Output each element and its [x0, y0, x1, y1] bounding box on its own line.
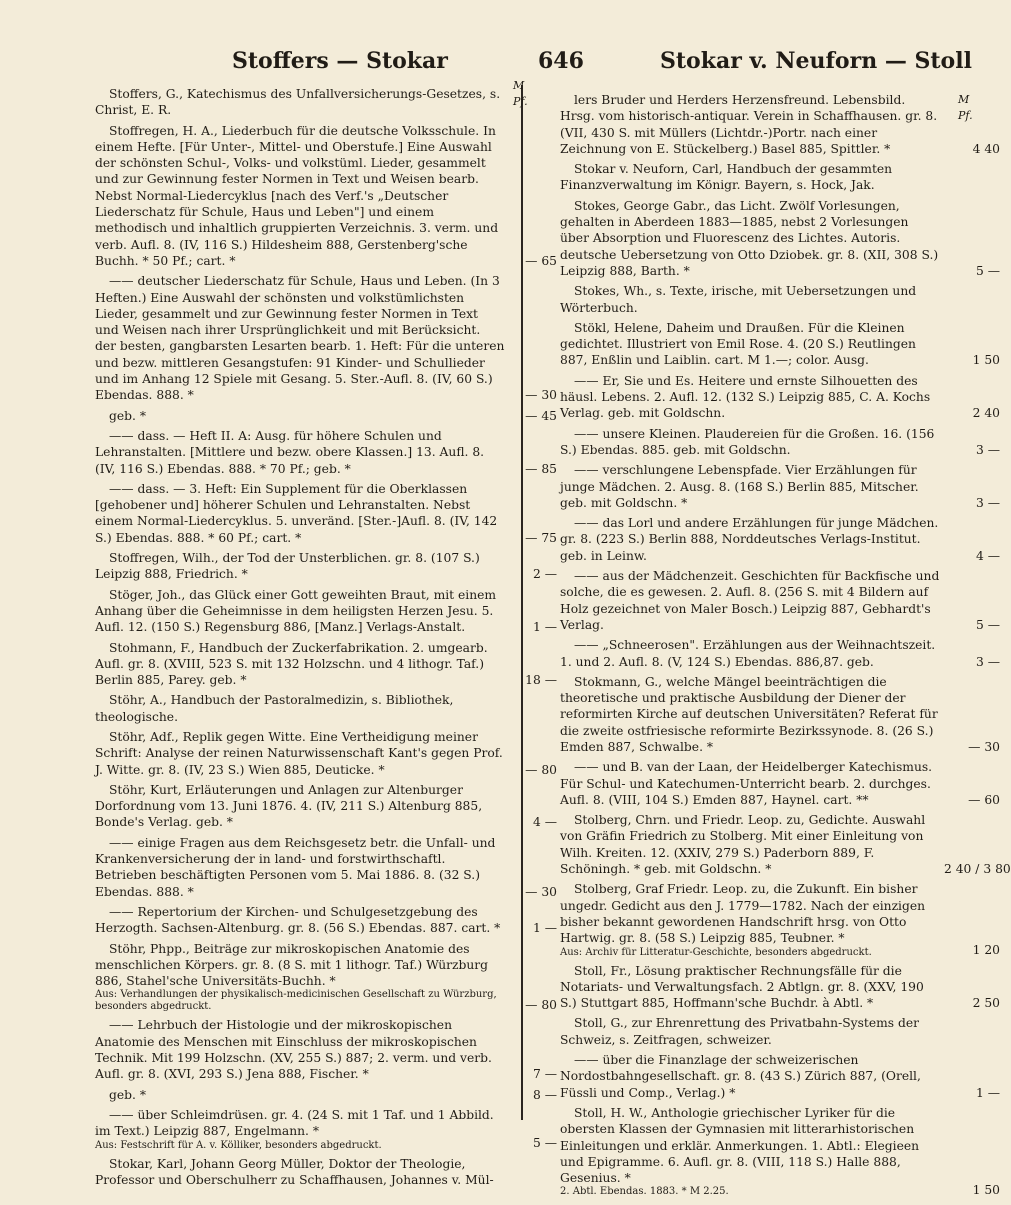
entry-price: 2 40 [972, 406, 1000, 421]
entry-text: Stokar v. Neuforn, Carl, Handbuch der gesammten Finanzverwaltung im Königr. Bayern, s. Hock, Jak. [560, 162, 893, 193]
entry-text: —— über die Finanzlage der schweizerischen Nordostbahngesellschaft. gr. 8. (43 S.) Zürich 887, (Orell, Füssli und Comp., Verlag.) * [560, 1053, 921, 1100]
entry-text: —— über Schleimdrüsen. gr. 4. (24 S. mit 1 Taf. und 1 Abbild. im Text.) Leipzig 887, Engelmann. * [95, 1107, 494, 1139]
entry-text: —— Er, Sie und Es. Heitere und ernste Silhouetten des häusl. Lebens. 2. Aufl. 12. (132 S.) Leipzig 885, C. A. Kochs Verlag. geb. mit Goldschn. [560, 373, 931, 421]
catalog-entry [95, 729, 557, 778]
catalog-entry [560, 462, 1000, 511]
entry-price: 3 — [975, 654, 1000, 669]
entry-text: Stokar, Karl, Johann Georg Müller, Doktor der Theologie, Professor und Oberschulherr zu Schaffhausen, Johannes v. Mül- [95, 1156, 494, 1187]
catalog-entry [95, 835, 557, 900]
catalog-entry [95, 782, 557, 831]
catalog-entry [95, 550, 557, 583]
catalog-entry [95, 904, 557, 937]
entry-price: 4 40 [972, 141, 1000, 156]
entry-price: 3 — [975, 495, 1000, 510]
entry-price: 1 — [532, 620, 557, 635]
currency-unit-label-right: M Pf. [958, 93, 973, 123]
catalog-entry [560, 568, 1000, 633]
entry-text: —— einige Fragen aus dem Reichsgesetz betr. die Unfall- und Krankenversicherung der in land- und forstwirthschaftl. Betrieben beschäftigten Personen vom 5. Mai 1886. 8. (32 S.) Ebendas. 888. * [95, 835, 496, 899]
catalog-entry [95, 1087, 557, 1103]
catalog-entry [95, 1017, 557, 1082]
catalog-entry [95, 587, 557, 636]
entry-price: 7 — [532, 1067, 557, 1082]
entry-note: Aus: Archiv für Litteratur-Geschichte, besonders abgedruckt. [560, 946, 872, 958]
catalog-entry [560, 881, 1000, 958]
catalog-entry [560, 1015, 940, 1048]
entry-price: 5 — [532, 1136, 557, 1151]
entry-text: Stökl, Helene, Daheim und Draußen. Für die Kleinen gedichtet. Illustriert von Emil Rose. 4. (20 S.) Reutlingen 887, Enßlin und Laiblin. cart. M 1.—; color. Ausg. [560, 320, 916, 368]
entry-text: Stoll, H. W., Anthologie griechischer Lyriker für die obersten Klassen der Gymnasien mit litterarhistorischen Einleitungen und erklär. Anmerkungen. 1. Abtl.: Elegieen und Epigramme. 6. Aufl. gr. 8. (VIII, 118 S.) Halle 888, Gesenius. * [560, 1105, 920, 1186]
catalog-entry [95, 640, 557, 689]
column-divider [521, 85, 523, 1120]
entry-price: 1 20 [972, 943, 1000, 958]
entry-price: 4 — [532, 815, 557, 830]
page-header [0, 48, 1000, 86]
entry-text: —— und B. van der Laan, der Heidelberger Katechismus. Für Schul- und Katechumen-Unterricht bearb. 2. durchges. Aufl. 8. (VIII, 104 S.) Emden 887, Haynel. cart. ** [560, 760, 933, 807]
running-head-left: Stoffers — Stokar [232, 48, 448, 74]
catalog-entry [95, 408, 557, 424]
entry-text: —— aus der Mädchenzeit. Geschichten für Backfische und solche, die es gewesen. 2. Aufl. 8. (256 S. mit 4 Bildern auf Holz gezeichnet von Maler Bosch.) Leipzig 887, Gebhardt's Verlag. [560, 569, 940, 632]
entry-price: 2 — [532, 567, 557, 582]
catalog-entry [560, 1105, 1000, 1198]
entry-text: Stöhr, Phpp., Beiträge zur mikroskopischen Anatomie des menschlichen Körpers. gr. 8. (8 S. mit 1 lithogr. Taf.) Würzburg 886, Stahel'sche Universitäts-Buchh. * [95, 941, 489, 989]
entry-text: Stolberg, Chrn. und Friedr. Leop. zu, Gedichte. Auswahl von Gräfin Friedrich zu Stolberg. Mit einer Einleitung von Wilh. Kreiten. 12. (XXIV, 279 S.) Paderborn 889, F. Schöningh. * geb. mit Goldschn. * [560, 813, 926, 877]
right-column [560, 92, 1011, 1202]
entry-price: — 30 [968, 739, 1000, 754]
entry-price: 1 50 [972, 353, 1000, 368]
entry-price: 2 40 / 3 80 [944, 862, 1011, 877]
entry-price: — 45 [525, 408, 557, 423]
entry-text: Stoffregen, H. A., Liederbuch für die deutsche Volksschule. In einem Hefte. [Für Unter-, Mittel- und Oberstufe.] Eine Auswahl der schönsten Schul-, Volks- und volkstüml. Lieder, gesammelt und zur Gewinnung fester Normen in Text und Weisen bearb. Nebst Normal-Liedercyklus [nach des Verf.'s „Deutscher Liederschatz für Schule, Haus und Leben"] und einem methodisch und inhaltlich gruppierten Verzeichnis. 3. verm. und verb. Aufl. 8. (IV, 116 S.) Hildesheim 888, Gerstenberg'sche Buchh. * 50 Pf.; cart. * [95, 123, 499, 268]
entry-price: — 30 [525, 388, 557, 403]
catalog-entry [560, 161, 940, 194]
catalog-entry [560, 373, 1000, 422]
entry-text: —— deutscher Liederschatz für Schule, Haus und Leben. (In 3 Heften.) Eine Auswahl der schönsten und volkstümlichsten Lieder, gesammelt und zur Gewinnung fester Normen in Text und Weisen nach ihrer Ursprünglichkeit und mit Berücksicht. der besten, gangbarsten Lesarten bearb. 1. Heft: Für die unteren und bezw. mittleren Gesangstufen: 91 Kinder- und Schullieder und im Anhang 12 Spiele mit Gesang. 5. Ster.-Aufl. 8. (IV, 60 S.) Ebendas. 888. * [95, 274, 505, 403]
entry-price: 2 50 [972, 996, 1000, 1011]
entry-text: —— verschlungene Lebenspfade. Vier Erzählungen für junge Mädchen. 2. Ausg. 8. (168 S.) Berlin 885, Mitscher. geb. mit Goldschn. * [560, 463, 919, 510]
entry-text: lers Bruder und Herders Herzensfreund. Lebensbild. Hrsg. vom historisch-antiquar. Verein in Schaffhausen. gr. 8. (VII, 430 S. mit Müllers (Lichtdr.-)Portr. nach einer Zeichnung von E. Stückelberg.) Basel 885, Spittler. * [560, 93, 938, 156]
entry-text: Stoll, Fr., Lösung praktischer Rechnungsfälle für die Notariats- und Verwaltungsfach. 2 Abtlgn. gr. 8. (XXV, 190 S.) Stuttgart 885, Hoffmann'sche Buchdr. à Abtl. * [560, 963, 924, 1011]
catalog-entry [560, 283, 940, 316]
entry-text: —— das Lorl und andere Erzählungen für junge Mädchen. gr. 8. (223 S.) Berlin 888, Norddeutsches Verlags-Institut. geb. in Leinw. [560, 516, 939, 563]
entry-text: Stokes, George Gabr., das Licht. Zwölf Vorlesungen, gehalten in Aberdeen 1883—1885, nebst 2 Vorlesungen über Absorption und Fluorescenz des Lichtes. Autoris. deutsche Uebersetzung von Otto Dziobek. gr. 8. (XII, 308 S.) Leipzig 888, Barth. * [560, 198, 939, 278]
page-number: 646 [538, 48, 584, 74]
catalog-entry [560, 812, 1011, 877]
entry-price: — 65 [525, 253, 557, 268]
catalog-entry [560, 198, 1000, 279]
entry-text: Stöhr, Kurt, Erläuterungen und Anlagen zur Altenburger Dorfordnung vom 13. Juni 1876. 4. (IV, 211 S.) Altenburg 885, Bonde's Verlag. geb. * [95, 782, 483, 830]
catalog-entry [95, 123, 557, 270]
currency-unit-label: M Pf. [513, 79, 528, 109]
entry-text: Stoll, G., zur Ehrenrettung des Privatbahn-Systems der Schweiz, s. Zeitfragen, schweizer. [560, 1016, 920, 1047]
catalog-entry [95, 1107, 557, 1152]
entry-text: Stokmann, G., welche Mängel beeinträchtigen die theoretische und praktische Ausbildung der Diener der reformirten Kirche auf deutschen Universitäten? Referat für die zweite ostfriesische reformirte Bezirkssynode. 8. (26 S.) Emden 887, Schwalbe. * [560, 674, 938, 754]
entry-price: 5 — [975, 263, 1000, 278]
entry-price: 3 — [975, 442, 1000, 457]
entry-text: —— unsere Kleinen. Plaudereien für die Großen. 16. (156 S.) Ebendas. 885. geb. mit Goldschn. [560, 426, 935, 457]
entry-text: —— dass. — Heft II. A: Ausg. für höhere Schulen und Lehranstalten. [Mittlere und bezw. obere Klassen.] 13. Aufl. 8. (IV, 116 S.) Ebendas. 888. * 70 Pf.; geb. * [95, 428, 485, 476]
entry-price: — 80 [525, 998, 557, 1013]
catalog-entry [560, 963, 1000, 1012]
entry-text: Stöhr, Adf., Replik gegen Witte. Eine Vertheidigung meiner Schrift: Analyse der reinen Naturwissenschaft Kant's gegen Prof. J. Witte. gr. 8. (IV, 23 S.) Wien 885, Deuticke. * [95, 729, 503, 777]
entry-text: —— „Schneerosen". Erzählungen aus der Weihnachtszeit. 1. und 2. Aufl. 8. (V, 124 S.) Ebendas. 886,87. geb. [560, 638, 936, 669]
entry-text: Stöger, Joh., das Glück einer Gott geweihten Braut, mit einem Anhang über die Geheimnisse in dem heiligsten Herzen Jesu. 5. Aufl. 12. (150 S.) Regensburg 886, [Manz.] Verlags-Anstalt. [95, 587, 497, 635]
entry-text: Stolberg, Graf Friedr. Leop. zu, die Zukunft. Ein bisher ungedr. Gedicht aus den J. 1779—1782. Nach der einzigen bisher bekannt gewordenen Handschrift hrsg. von Otto Hartwig. gr. 8. (58 S.) Leipzig 885, Teubner. * [560, 882, 926, 946]
catalog-entry [95, 86, 505, 119]
entry-note: 2. Abtl. Ebendas. 1883. * M 2.25. [560, 1186, 729, 1198]
entry-text: —— Repertorium der Kirchen- und Schulgesetzgebung des Herzogth. Sachsen-Altenburg. gr. 8. (56 S.) Ebendas. 887. cart. * [95, 904, 501, 936]
catalog-entry [560, 320, 1000, 369]
catalog-entry [95, 428, 557, 477]
catalog-entry [95, 941, 557, 1014]
entry-price: 18 — [525, 673, 557, 688]
entry-price: — 60 [968, 792, 1000, 807]
entry-price: 1 — [532, 921, 557, 936]
left-column [95, 79, 557, 1192]
entry-text: Stokes, Wh., s. Texte, irische, mit Uebersetzungen und Wörterbuch. [560, 284, 917, 315]
catalog-entry [95, 692, 505, 725]
entry-text: geb. * [109, 1087, 146, 1102]
entry-price: 4 — [975, 548, 1000, 563]
entry-text: Stoffregen, Wilh., der Tod der Unsterblichen. gr. 8. (107 S.) Leipzig 888, Friedrich. * [95, 551, 480, 582]
catalog-entry [560, 1052, 1000, 1101]
entry-text: —— Lehrbuch der Histologie und der mikroskopischen Anatomie des Menschen mit Einschluss der mikroskopischen Technik. Mit 199 Holzschn. (XV, 255 S.) 887; 2. verm. und verb. Aufl. gr. 8. (XVI, 293 S.) Jena 888, Fischer. * [95, 1018, 492, 1082]
catalog-entry [95, 481, 557, 546]
entry-note: Aus: Verhandlungen der physikalisch-medicinischen Gesellschaft zu Würzburg, besonders abgedruckt. [95, 989, 497, 1013]
running-head-right: Stokar v. Neuforn — Stoll [660, 48, 972, 74]
catalog-entry [560, 426, 1000, 459]
entry-price: — 30 [525, 884, 557, 899]
catalog-entry [560, 515, 1000, 564]
catalog-entry [95, 273, 557, 403]
catalog-entry [560, 759, 1000, 808]
entry-price: 5 — [975, 617, 1000, 632]
entry-text: —— dass. — 3. Heft: Ein Supplement für die Oberklassen [gehobener und] höherer Schulen und Lehranstalten. Nebst einem Normal-Liedercyklus. 5. unveränd. [Ster.-]Aufl. 8. (IV, 142 S.) Ebendas. 888. * 60 Pf.; cart. * [95, 481, 498, 545]
entry-price: 1 — [975, 1085, 1000, 1100]
entry-price: — 85 [525, 461, 557, 476]
catalog-entry [560, 674, 1000, 755]
entry-price: 8 — [532, 1087, 557, 1102]
entry-price: — 75 [525, 530, 557, 545]
entry-text: Stöhr, A., Handbuch der Pastoralmedizin, s. Bibliothek, theologische. [95, 693, 454, 724]
catalog-entry [95, 1156, 505, 1189]
entry-text: Stohmann, F., Handbuch der Zuckerfabrikation. 2. umgearb. Aufl. gr. 8. (XVIII, 523 S. mit 132 Holzschn. und 4 lithogr. Taf.) Berlin 885, Parey. geb. * [95, 640, 488, 688]
catalog-entry [560, 637, 1000, 670]
entry-text: geb. * [109, 408, 146, 423]
entry-text: Stoffers, G., Katechismus des Unfallversicherungs-Gesetzes, s. Christ, E. R. [95, 87, 501, 118]
entry-price: 1 50 [972, 1183, 1000, 1198]
entry-price: — 80 [525, 762, 557, 777]
entry-note: Aus: Festschrift für A. v. Kölliker, besonders abgedruckt. [95, 1139, 382, 1151]
